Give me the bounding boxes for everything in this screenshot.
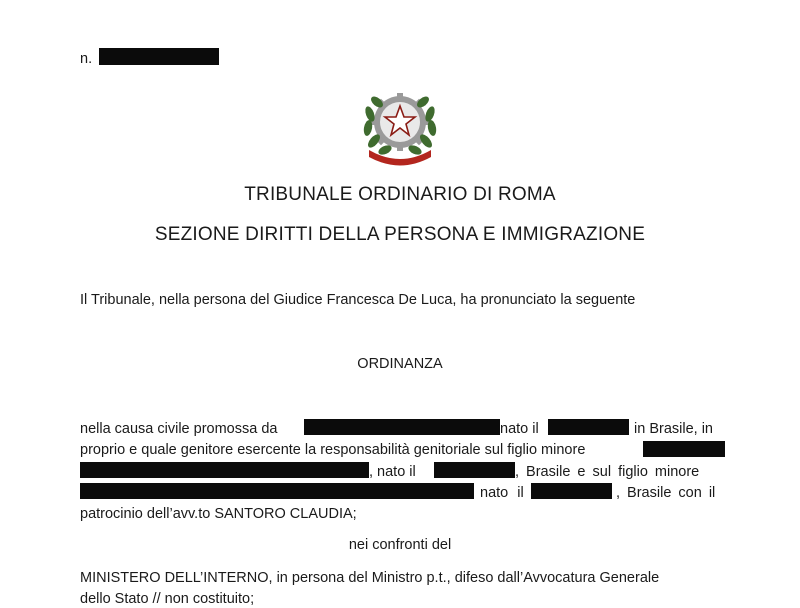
parties-line2: proprio e quale genitore esercente la responsabilità genitoriale sul figlio minore <box>80 442 586 458</box>
respondent-line2: dello Stato // non costituito; <box>80 591 255 607</box>
court-title: TRIBUNALE ORDINARIO DI ROMA <box>244 184 556 205</box>
document-type: ORDINANZA <box>357 356 443 372</box>
parties-line4-end: , Brasile con il <box>616 485 716 501</box>
redacted-minor-1-name <box>80 462 369 478</box>
against-label: nei confronti del <box>348 537 452 553</box>
emblem-ribbon <box>369 150 431 166</box>
case-number-label: n. <box>80 51 93 67</box>
intro-paragraph: Il Tribunale, nella persona del Giudice Francesca De Luca, ha pronunciato la seguente <box>80 292 636 308</box>
parties-line4-born: nato il <box>480 485 524 501</box>
redacted-case-number <box>99 48 219 65</box>
court-section: SEZIONE DIRITTI DELLA PERSONA E IMMIGRAZIONE <box>154 224 646 245</box>
parties-line5: patrocinio dell’avv.to SANTORO CLAUDIA; <box>80 506 357 522</box>
redacted-plaintiff-birthdate <box>548 419 629 435</box>
redacted-minor-1-name-start <box>643 441 725 457</box>
parties-line1-end: in Brasile, in <box>634 421 713 437</box>
parties-line3-end: , Brasile e sul figlio minore <box>515 464 700 480</box>
parties-line3-born: , nato il <box>369 464 416 480</box>
emblem-of-italy-icon <box>361 84 439 166</box>
redacted-minor-2-birthdate <box>531 483 612 499</box>
redacted-minor-1-birthdate <box>434 462 515 478</box>
redacted-minor-2-name <box>80 483 474 499</box>
redacted-plaintiff-name <box>304 419 500 435</box>
parties-line1-start: nella causa civile promossa da <box>80 421 278 437</box>
respondent-line1: MINISTERO DELL’INTERNO, in persona del Ministro p.t., difeso dall’Avvocatura Generale <box>80 570 660 586</box>
parties-line1-born: nato il <box>500 421 539 437</box>
